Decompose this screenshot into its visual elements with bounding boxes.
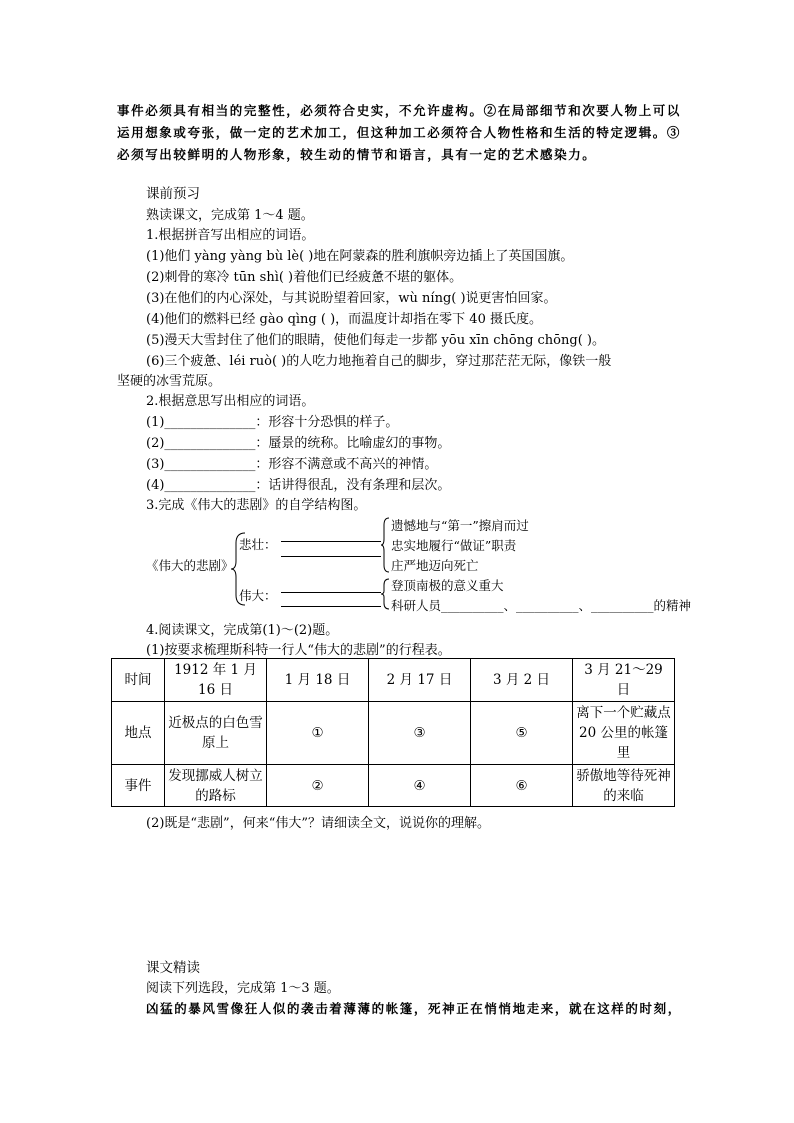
table-cell: 2 月 17 日 (369, 659, 471, 702)
branch-beizhuang-label: 悲壮： (239, 537, 277, 552)
table-cell: ② (267, 765, 369, 807)
table-cell: ⑤ (471, 702, 573, 765)
table-row (112, 765, 675, 807)
q4-sub-2: (2)既是“悲剧”，何来“伟大”？请细读全文，说说你的理解。 (146, 816, 490, 831)
table-cell: ③ (369, 702, 471, 765)
table-cell: ⑥ (471, 765, 573, 807)
table-cell: 3 月 2 日 (471, 659, 573, 702)
table-cell: 近极点的白色雪原上 (165, 702, 267, 765)
beizhuang-item-2: 忠实地履行“做证”职责 (391, 538, 517, 553)
table-cell: 发现挪威人树立的路标 (165, 765, 267, 807)
intro-line-1: 事件必须具有相当的完整性，必须符合史实，不允许虚构。②在局部细节和次要人物上可以 (117, 103, 682, 118)
branch-beizhuang-line-2 (281, 556, 381, 557)
intro-line-2: 运用想象或夸张，做一定的艺术加工，但这种加工必须符合人物性格和生活的特定逻辑。③ (117, 125, 682, 140)
q1-item-2: (2)刺骨的寒冷 tūn shì( )着他们已经疲惫不堪的躯体。 (146, 270, 463, 285)
table-row (112, 659, 675, 702)
branch-weida-label: 伟大： (239, 588, 277, 603)
reading-heading: 课文精读 (146, 960, 200, 976)
table-cell: ④ (369, 765, 471, 807)
reading-passage: 凶猛的暴风雪像狂人似的袭击着薄薄的帐篷，死神正在悄悄地走来，就在这样的时刻， (146, 1001, 682, 1016)
q1-title: 1.根据拼音写出相应的词语。 (146, 228, 315, 243)
weida-item-2: 科研人员__________、__________、__________的精神 (391, 598, 692, 613)
q4-sub-1: (1)按要求梳理斯科特一行人“伟大的悲剧”的行程表。 (146, 643, 451, 658)
q3-title: 3.完成《伟大的悲剧》的自学结构图。 (146, 498, 367, 513)
q1-item-6: (6)三个疲惫、léi ruò( )的人吃力地拖着自己的脚步，穿过那茫茫无际，像铁一般 (146, 354, 612, 369)
q2-item-2: (2)______________：蜃景的统称。比喻虚幻的事物。 (146, 436, 451, 451)
q1-item-5: (5)漫天大雪封住了他们的眼睛，使他们每走一步都 yōu xīn chōng chōng( )。 (146, 333, 605, 348)
beizhuang-item-1: 遗憾地与“第一”擦肩而过 (391, 518, 529, 533)
preview-instruction: 熟读课文，完成第 1～4 题。 (146, 208, 314, 223)
table-cell: ① (267, 702, 369, 765)
table-cell: 3 月 21～29 日 (573, 659, 675, 702)
q1-item-3: (3)在他们的内心深处，与其说盼望着回家，wù níng( )说更害怕回家。 (146, 291, 557, 306)
diagram-root: 《伟大的悲剧》 (146, 558, 234, 573)
branch-weida-line-2 (281, 606, 381, 607)
table-cell: 骄傲地等待死神的来临 (573, 765, 675, 807)
table-cell: 1 月 18 日 (267, 659, 369, 702)
itinerary-table (111, 658, 675, 807)
table-cell: 时间 (112, 659, 165, 702)
table-row (112, 702, 675, 765)
q2-title: 2.根据意思写出相应的词语。 (146, 394, 315, 409)
weida-item-1: 登顶南极的意义重大 (391, 578, 504, 593)
branch-beizhuang-brace (380, 517, 390, 573)
table-cell: 地点 (112, 702, 165, 765)
q1-item-6-continued: 坚硬的冰雪荒原。 (117, 374, 222, 389)
q2-item-4: (4)______________：话讲得很乱，没有条理和层次。 (146, 478, 451, 493)
intro-line-3: 必须写出较鲜明的人物形象，较生动的情节和语言，具有一定的艺术感染力。 (117, 147, 597, 162)
table-cell: 1912 年 1 月 16 日 (165, 659, 267, 702)
q2-item-1: (1)______________：形容十分恐惧的样子。 (146, 415, 399, 430)
branch-weida-line-1 (281, 592, 381, 593)
q1-item-4: (4)他们的燃料已经 gào qìng ( )，而温度计却指在零下 40 摄氏度。 (146, 312, 542, 327)
branch-weida-brace (380, 578, 390, 610)
table-cell: 事件 (112, 765, 165, 807)
reading-instruction: 阅读下列选段，完成第 1～3 题。 (146, 981, 340, 996)
branch-beizhuang-line-1 (281, 541, 381, 542)
beizhuang-item-3: 庄严地迈向死亡 (391, 558, 479, 573)
q1-item-1: (1)他们 yàng yàng bù lè( )地在阿蒙森的胜利旗帜旁边插上了英国国旗。 (146, 249, 574, 264)
preview-heading: 课前预习 (146, 186, 200, 202)
q4-title: 4.阅读课文，完成第(1)～(2)题。 (146, 623, 339, 638)
table-cell: 离下一个贮藏点 20 公里的帐篷里 (573, 702, 675, 765)
q2-item-3: (3)______________：形容不满意或不高兴的神情。 (146, 457, 438, 472)
